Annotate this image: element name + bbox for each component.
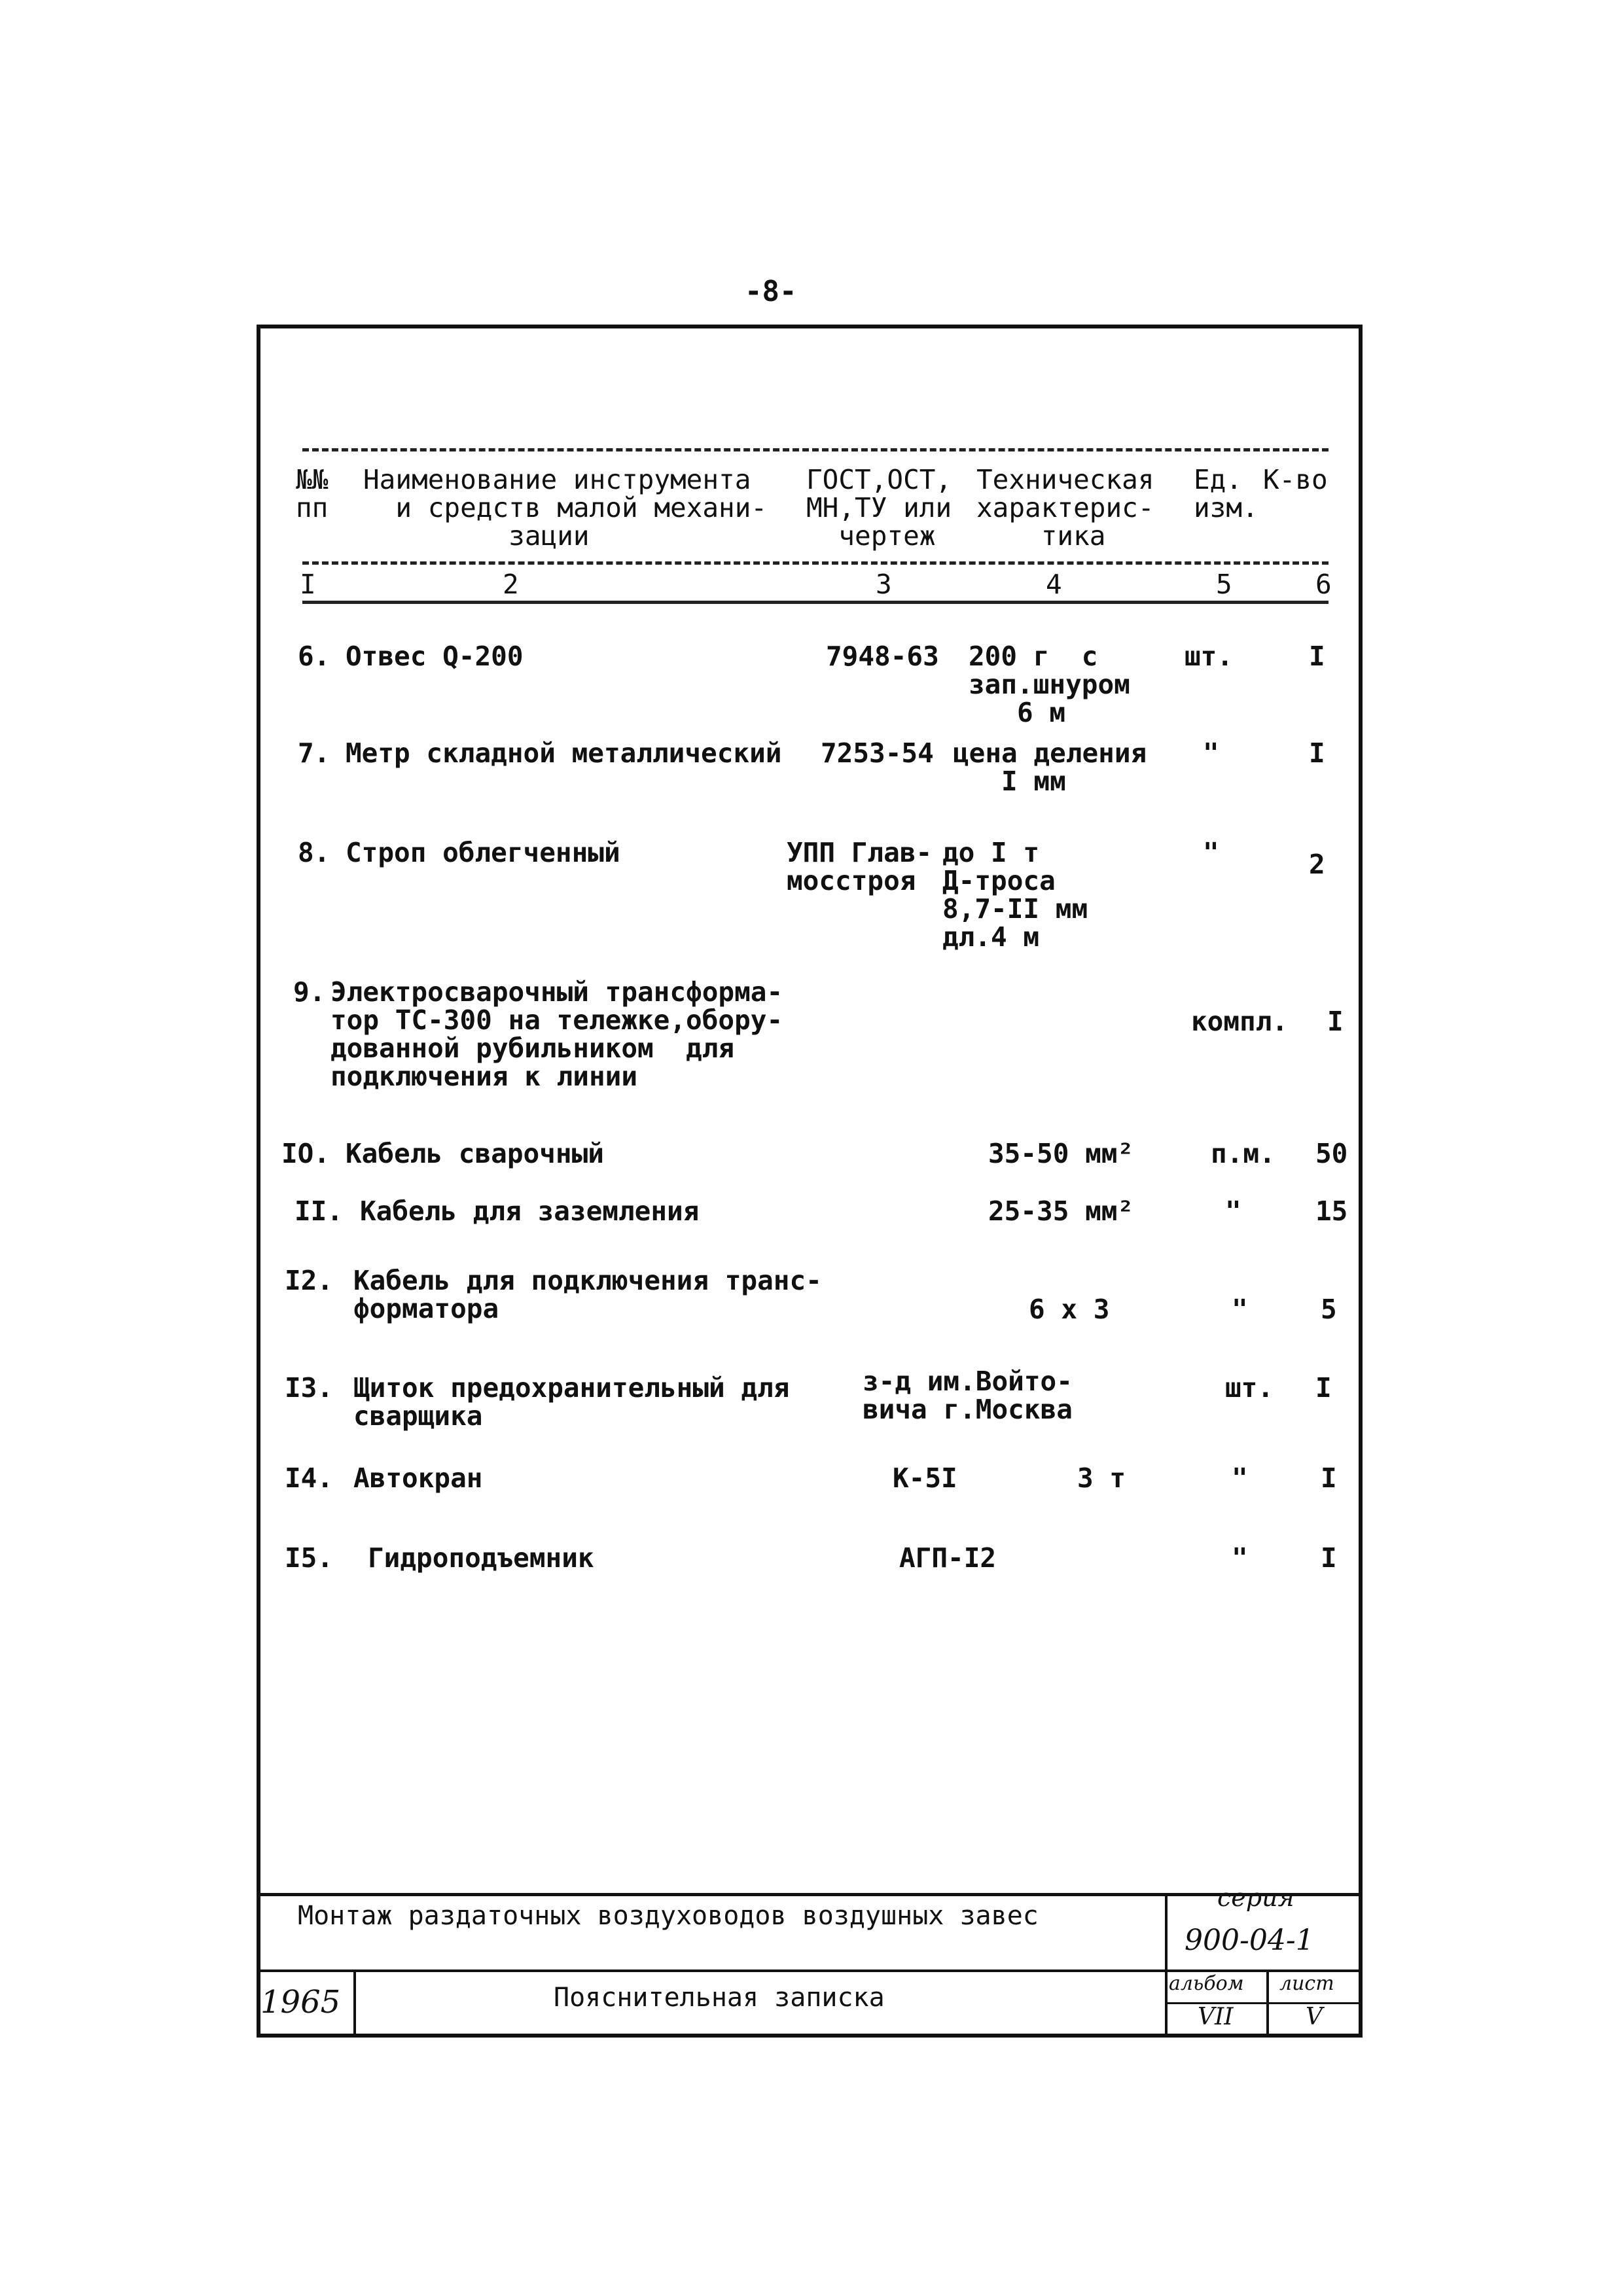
row-gost: 7253-54 bbox=[821, 737, 934, 769]
stamp-divider bbox=[1165, 1893, 1168, 2038]
row-qty: I bbox=[1321, 1462, 1337, 1494]
row-gost: УПП Глав- мосстроя bbox=[787, 837, 933, 896]
row-gost: з-д им.Войто- вича г.Москва bbox=[863, 1366, 1073, 1425]
col-number-3: 3 bbox=[876, 569, 892, 600]
row-name: Отвес Q-200 bbox=[346, 641, 524, 672]
row-qty: 15 bbox=[1315, 1195, 1348, 1227]
row-qty: I bbox=[1315, 1372, 1332, 1404]
row-no: II. bbox=[294, 1195, 344, 1227]
row-qty: I bbox=[1309, 641, 1325, 672]
row-qty: 5 bbox=[1321, 1294, 1337, 1325]
row-name: Строп облегченный bbox=[346, 837, 620, 868]
col-number-6: 6 bbox=[1315, 569, 1332, 600]
row-no: I2. bbox=[285, 1265, 334, 1296]
stamp-top-line bbox=[257, 1893, 1363, 1896]
row-no: 6. bbox=[298, 641, 330, 672]
row-unit: " bbox=[1203, 737, 1219, 769]
stamp-year: 1965 bbox=[260, 1984, 341, 2021]
row-name: Электросварочный трансформа- тор ТС-300 на тележке,обору- дованной рубильником для подключения к линии bbox=[330, 976, 783, 1092]
stamp-series-label: серия bbox=[1217, 1883, 1294, 1912]
row-no: I4. bbox=[285, 1462, 334, 1494]
row-tech: 200 г с зап.шнуром 6 м bbox=[969, 641, 1130, 728]
row-qty: I bbox=[1309, 737, 1325, 769]
header-name: Наименование инструмента и средств малой механи- зации bbox=[363, 464, 768, 552]
row-qty: I bbox=[1327, 1006, 1344, 1037]
row-unit: " bbox=[1203, 837, 1219, 868]
row-tech: цена деления I мм bbox=[953, 737, 1147, 797]
row-qty: I bbox=[1321, 1542, 1337, 1574]
stamp-sheet-value: V bbox=[1306, 2004, 1323, 2030]
header-no: №№ пп bbox=[296, 464, 329, 523]
row-unit: компл. bbox=[1191, 1006, 1289, 1037]
stamp-sheet-label: лист bbox=[1279, 1972, 1334, 1995]
column-numbers-rule bbox=[302, 601, 1329, 604]
row-name: Щиток предохранительный для сварщика bbox=[353, 1372, 790, 1432]
col-number-5: 5 bbox=[1216, 569, 1232, 600]
row-name: Гидроподъемник bbox=[368, 1542, 594, 1574]
row-tech: до I т Д-троса 8,7-II мм дл.4 м bbox=[942, 837, 1088, 953]
row-name: Кабель для подключения транс- форматора bbox=[353, 1265, 822, 1324]
row-name: Кабель сварочный bbox=[346, 1138, 604, 1169]
row-gost: АГП-I2 bbox=[899, 1542, 997, 1574]
row-tech: 35-50 мм² bbox=[988, 1138, 1134, 1169]
col-number-2: 2 bbox=[503, 569, 519, 600]
stamp-album-label: альбом bbox=[1169, 1972, 1244, 1995]
stamp-subtitle: Пояснительная записка bbox=[554, 1983, 885, 2013]
row-no: 7. bbox=[298, 737, 330, 769]
stamp-album-value: VII bbox=[1198, 2004, 1234, 2030]
stamp-label-line bbox=[1165, 2002, 1363, 2004]
row-unit: п.м. bbox=[1211, 1138, 1275, 1169]
header-bottom-rule bbox=[302, 561, 1329, 565]
row-unit: " bbox=[1225, 1195, 1241, 1227]
header-gost: ГОСТ,ОСТ, МН,ТУ или чертеж bbox=[806, 464, 952, 552]
row-qty: 2 bbox=[1309, 849, 1325, 880]
row-tech: 3 т bbox=[1077, 1462, 1126, 1494]
header-tech: Техническая характерис- тика bbox=[976, 464, 1154, 552]
row-no: 8. bbox=[298, 837, 330, 868]
row-no: 9. bbox=[293, 976, 326, 1008]
row-name: Метр складной металлический bbox=[346, 737, 782, 769]
header-unit: Ед. изм. bbox=[1194, 464, 1258, 523]
stamp-year-divider bbox=[353, 1969, 356, 2038]
page-number: -8- bbox=[745, 275, 797, 308]
row-qty: 50 bbox=[1315, 1138, 1348, 1169]
stamp-title: Монтаж раздаточных воздуховодов воздушных завес bbox=[298, 1901, 1039, 1931]
row-gost: 7948-63 bbox=[826, 641, 939, 672]
row-unit: " bbox=[1232, 1462, 1248, 1494]
row-gost: К-5I bbox=[893, 1462, 957, 1494]
row-no: I5. bbox=[285, 1542, 334, 1574]
row-name: Автокран bbox=[353, 1462, 483, 1494]
row-tech: 25-35 мм² bbox=[988, 1195, 1134, 1227]
table-top-rule bbox=[302, 448, 1329, 451]
row-unit: " bbox=[1232, 1542, 1248, 1574]
col-number-4: 4 bbox=[1046, 569, 1062, 600]
document-frame bbox=[257, 325, 1363, 2038]
row-no: IO. bbox=[281, 1138, 330, 1169]
row-unit: шт. bbox=[1185, 641, 1234, 672]
row-name: Кабель для заземления bbox=[360, 1195, 700, 1227]
row-tech: 6 х 3 bbox=[1029, 1294, 1110, 1325]
stamp-series-value: 900-04-1 bbox=[1185, 1924, 1314, 1957]
row-no: I3. bbox=[285, 1372, 334, 1404]
row-unit: шт. bbox=[1225, 1372, 1274, 1404]
col-number-1: I bbox=[300, 569, 316, 600]
header-qty: К-во bbox=[1263, 464, 1328, 495]
row-unit: " bbox=[1232, 1294, 1248, 1325]
